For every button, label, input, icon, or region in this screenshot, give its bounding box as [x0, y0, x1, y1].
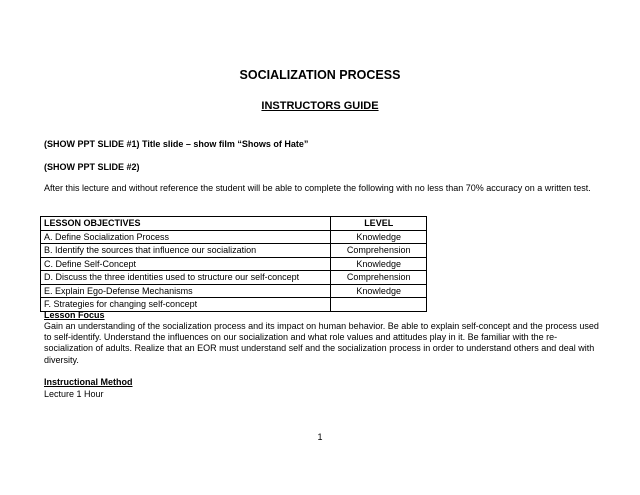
- lesson-focus-heading: Lesson Focus: [44, 310, 105, 320]
- table-row: [41, 271, 427, 285]
- intro-paragraph: After this lecture and without reference the student will be able to complete the following with no less than 70% accuracy on a written test.: [44, 183, 591, 193]
- level-cell: Comprehension: [331, 271, 427, 285]
- instructional-method-heading: Instructional Method: [44, 377, 133, 387]
- table-row: [41, 298, 427, 312]
- objective-cell: C. Define Self-Concept: [41, 257, 331, 271]
- table-row: [41, 257, 427, 271]
- level-cell: Knowledge: [331, 257, 427, 271]
- objectives-header: LESSON OBJECTIVES: [41, 217, 331, 231]
- objective-cell: D. Discuss the three identities used to structure our self-concept: [41, 271, 331, 285]
- level-cell: Knowledge: [331, 284, 427, 298]
- level-cell: Knowledge: [331, 230, 427, 244]
- objective-cell: A. Define Socialization Process: [41, 230, 331, 244]
- lesson-focus-body: Gain an understanding of the socialization process and its impact on human behavior. Be able to explain self-concept and the process used to self-identify. Understand the influences on our socialization and what role values and attitudes play in it. Be familiar with the re-socialization of adults. Realize that an EOR must understand self and the socialization process in order to understand others and deal with diversity.: [44, 321, 599, 365]
- document-subtitle: INSTRUCTORS GUIDE: [261, 100, 379, 112]
- table-header-row: [41, 217, 427, 231]
- objective-cell: E. Explain Ego-Defense Mechanisms: [41, 284, 331, 298]
- level-cell: [331, 298, 427, 312]
- objective-cell: F. Strategies for changing self-concept: [41, 298, 331, 312]
- document-title: SOCIALIZATION PROCESS: [239, 68, 401, 82]
- page-number: 1: [317, 432, 323, 442]
- table-row: [41, 230, 427, 244]
- table-row: [41, 244, 427, 258]
- slide-note-1: (SHOW PPT SLIDE #1) Title slide – show film “Shows of Hate”: [44, 139, 309, 149]
- level-header: LEVEL: [331, 217, 427, 231]
- lesson-objectives-table: [40, 216, 427, 312]
- objective-cell: B. Identify the sources that influence our socialization: [41, 244, 331, 258]
- slide-note-2: (SHOW PPT SLIDE #2): [44, 162, 140, 172]
- level-cell: Comprehension: [331, 244, 427, 258]
- instructional-method-body: Lecture 1 Hour: [44, 389, 104, 399]
- table-row: [41, 284, 427, 298]
